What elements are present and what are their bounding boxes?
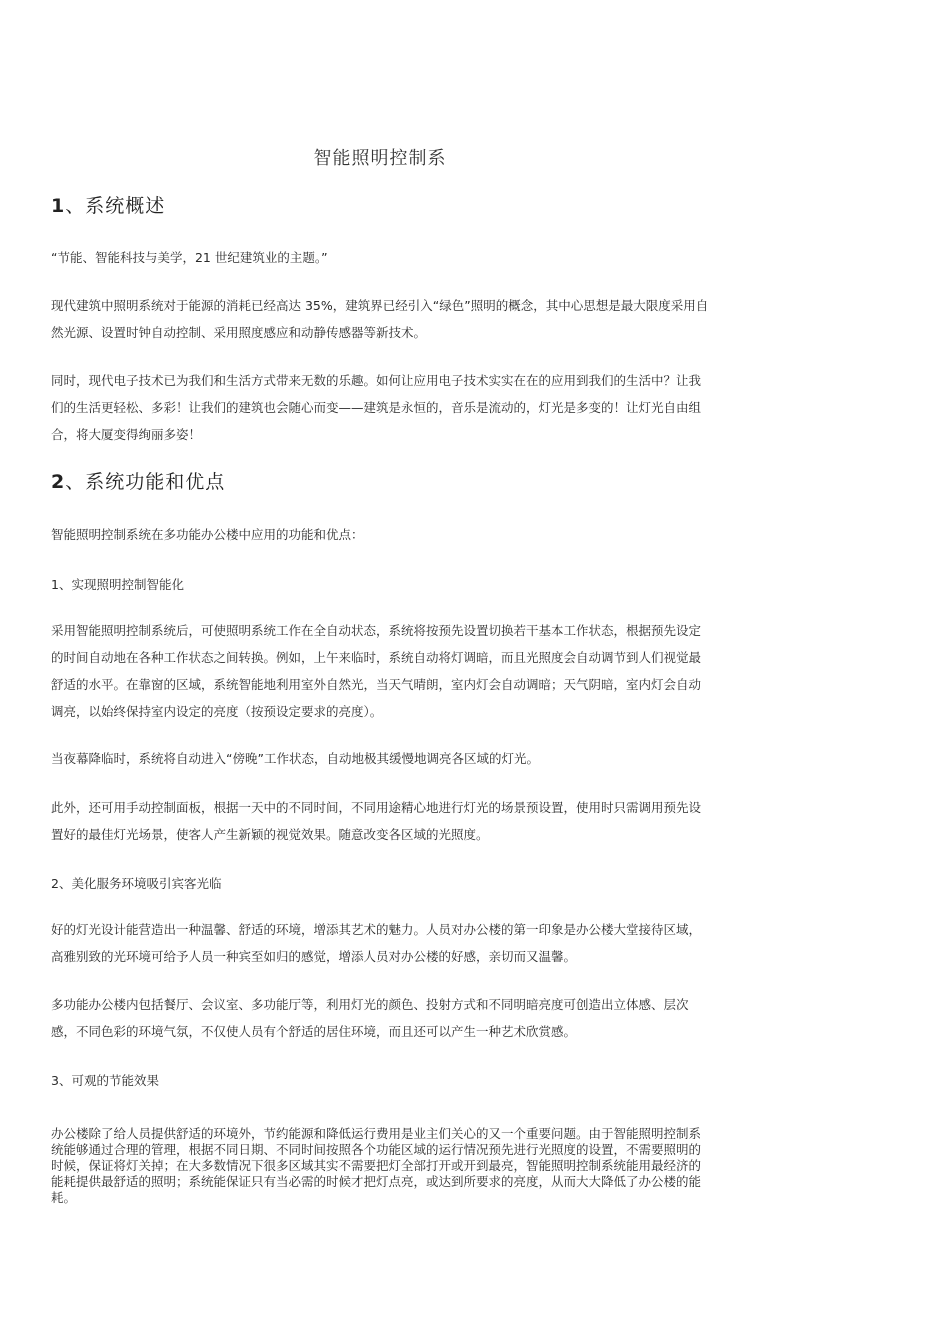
section-2-number: 2	[51, 471, 66, 493]
subsection-3-heading: 3、可观的节能效果	[51, 1073, 159, 1088]
section-2-heading	[51, 467, 225, 494]
subsection-1-paragraph-2: 当夜幕降临时，系统将自动进入“傍晚”工作状态，自动地极其缓慢地调亮各区域的灯光。	[51, 751, 539, 766]
section-1-number: 1	[51, 195, 66, 217]
subsection-2-heading: 2、美化服务环境吸引宾客光临	[51, 876, 222, 891]
subsection-2-paragraph-2: 多功能办公楼内包括餐厅、会议室、多功能厅等，利用灯光的颜色、投射方式和不同明暗亮度可创造出立体感、层次感，不同色彩的环境气氛，不仅使人员有个舒适的居住环境，而且还可以产生一种艺术欣赏感。	[51, 997, 689, 1039]
subsection-2-paragraph-1: 好的灯光设计能营造出一种温馨、舒适的环境，增添其艺术的魅力。人员对办公楼的第一印象是办公楼大堂接待区域，高雅别致的光环境可给予人员一种宾至如归的感觉，增添人员对办公楼的好感，亲切而又温馨。	[51, 922, 702, 964]
section-2-title: 、系统功能和优点	[65, 471, 226, 493]
document-title: 智能照明控制系	[313, 148, 447, 169]
section-1-quote: “节能、智能科技与美学，21 世纪建筑业的主题。”	[51, 250, 328, 265]
subsection-1-paragraph-1: 采用智能照明控制系统后，可使照明系统工作在全自动状态，系统将按预先设置切换若干基本工作状态，根据预先设定的时间自动地在各种工作状态之间转换。例如，上午来临时，系统自动将灯调暗，而且光照度会自动调节到人们视觉最舒适的水平。在靠窗的区域，系统智能地利用室外自然光，当天气晴朗，室内灯会自动调暗；天气阴暗，室内灯会自动调亮，以始终保持室内设定的亮度（按预设定要求的亮度）。	[51, 623, 702, 719]
section-1-heading	[51, 191, 165, 218]
subsection-3-paragraph-1: 办公楼除了给人员提供舒适的环境外，节约能源和降低运行费用是业主们关心的又一个重要问题。由于智能照明控制系统能够通过合理的管理，根据不同日期、不同时间按照各个功能区域的运行情况预先进行光照度的设置，不需要照明的时候，保证将灯关掉；在大多数情况下很多区域其实不需要把灯全部打开或开到最亮，智能照明控制系统能用最经济的能耗提供最舒适的照明；系统能保证只有当必需的时候才把灯点亮，或达到所要求的亮度，从而大大降低了办公楼的能耗。	[51, 1126, 702, 1205]
section-1-paragraph-1: 现代建筑中照明系统对于能源的消耗已经高达 35%，建筑界已经引入“绿色”照明的概念，其中心思想是最大限度采用自然光源、设置时钟自动控制、采用照度感应和动静传感器等新技术。	[51, 298, 709, 340]
section-2-intro: 智能照明控制系统在多功能办公楼中应用的功能和优点：	[51, 527, 364, 542]
section-1-title: 、系统概述	[65, 195, 166, 217]
subsection-1-paragraph-3: 此外，还可用手动控制面板，根据一天中的不同时间，不同用途精心地进行灯光的场景预设置，使用时只需调用预先设置好的最佳灯光场景，使客人产生新颖的视觉效果。随意改变各区域的光照度。	[51, 800, 702, 842]
subsection-1-heading: 1、实现照明控制智能化	[51, 577, 184, 592]
section-1-paragraph-2: 同时，现代电子技术已为我们和生活方式带来无数的乐趣。如何让应用电子技术实实在在的应用到我们的生活中？让我们的生活更轻松、多彩！让我们的建筑也会随心而变——建筑是永恒的，音乐是流动的，灯光是多变的！让灯光自由组合，将大厦变得绚丽多姿！	[51, 373, 702, 442]
